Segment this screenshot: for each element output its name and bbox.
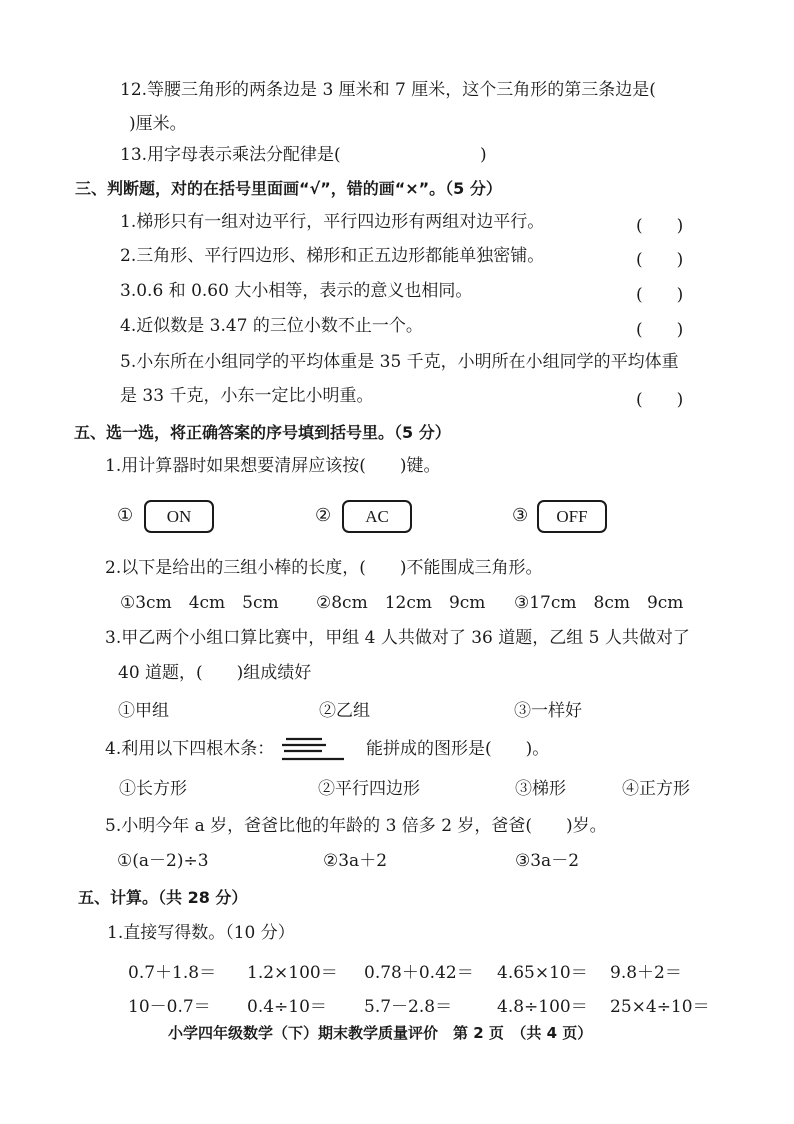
calc-row1-item3: 0.78＋0.42＝: [364, 963, 474, 983]
choice-q1-option3-number: ③: [512, 505, 529, 526]
choice-q2-option1: ①3cm 4cm 5cm: [120, 593, 279, 613]
judge-item-2: 2.三角形、平行四边形、梯形和正五边形都能单独密铺。: [120, 246, 545, 266]
calc-subheading: 1.直接写得数。（10 分）: [107, 923, 295, 943]
choice-q1-option1-number: ①: [117, 505, 134, 526]
judge-item-5-line2: 是 33 千克，小东一定比小明重。: [120, 386, 374, 406]
calc-row1-item1: 0.7＋1.8＝: [128, 963, 217, 983]
choice-q2-option2: ②8cm 12cm 9cm: [316, 593, 486, 613]
q12-line1: 12.等腰三角形的两条边是 3 厘米和 7 厘米，这个三角形的第三条边是(: [120, 80, 656, 100]
choice-q3-option2: ②乙组: [319, 701, 370, 721]
calc-row1-item2: 1.2×100＝: [247, 963, 338, 983]
wood-sticks-figure: [282, 735, 344, 761]
judge-answer-4[interactable]: ( ): [636, 320, 684, 340]
judge-item-5: 5.小东所在小组同学的平均体重是 35 千克，小明所在小组同学的平均体重: [120, 352, 679, 372]
choice-q1-option2-number: ②: [315, 505, 332, 526]
choice-heading: 五、选一选，将正确答案的序号填到括号里。（5 分）: [74, 423, 451, 442]
calc-row2-item1: 10－0.7＝: [128, 997, 211, 1017]
q13-close-paren: ): [480, 145, 487, 165]
calc-row2-item2: 0.4÷10＝: [247, 997, 327, 1017]
choice-q3-line1: 3.甲乙两个小组口算比赛中，甲组 4 人共做对了 36 道题，乙组 5 人共做对了: [105, 628, 690, 648]
q13-text: 13.用字母表示乘法分配律是(: [120, 145, 341, 165]
choice-q4-option1: ①长方形: [119, 779, 187, 799]
judge-answer-2[interactable]: ( ): [636, 250, 684, 270]
choice-q5-text: 5.小明今年 a 岁，爸爸比他的年龄的 3 倍多 2 岁，爸爸( )岁。: [105, 816, 607, 836]
calculator-off-key[interactable]: OFF: [537, 500, 607, 533]
choice-q4-option4: ④正方形: [622, 779, 690, 799]
choice-q5-option2: ②3a＋2: [323, 851, 388, 871]
choice-q1-text: 1.用计算器时如果想要清屏应该按( )键。: [105, 456, 441, 476]
choice-q4-prefix: 4.利用以下四根木条：: [105, 739, 275, 759]
choice-q3-option1: ①甲组: [118, 701, 169, 721]
page-footer: 小学四年级数学（下）期末教学质量评价 第 2 页 （共 4 页）: [168, 1024, 593, 1042]
calculator-ac-key[interactable]: AC: [342, 500, 412, 533]
q12-line2: )厘米。: [129, 114, 187, 134]
choice-q2-text: 2.以下是给出的三组小棒的长度，( )不能围成三角形。: [105, 558, 543, 578]
choice-q5-option3: ③3a－2: [515, 851, 580, 871]
judge-item-3: 3.0.6 和 0.60 大小相等，表示的意义也相同。: [120, 281, 473, 301]
calc-row1-item4: 4.65×10＝: [497, 963, 588, 983]
choice-q5-option1: ①(a－2)÷3: [117, 851, 209, 871]
judge-answer-5[interactable]: ( ): [636, 390, 684, 410]
calculator-on-key[interactable]: ON: [144, 500, 214, 533]
calc-row1-item5: 9.8＋2＝: [610, 963, 682, 983]
judge-answer-1[interactable]: ( ): [636, 216, 684, 236]
calc-row2-item3: 5.7－2.8＝: [364, 997, 453, 1017]
judge-item-1: 1.梯形只有一组对边平行，平行四边形有两组对边平行。: [120, 212, 545, 232]
choice-q4-option3: ③梯形: [515, 779, 566, 799]
judge-item-4: 4.近似数是 3.47 的三位小数不止一个。: [120, 316, 423, 336]
choice-q4-option2: ②平行四边形: [318, 779, 420, 799]
choice-q2-option3: ③17cm 8cm 9cm: [514, 593, 684, 613]
calc-heading: 五、计算。（共 28 分）: [78, 888, 248, 907]
choice-q3-line2: 40 道题，( )组成绩好: [118, 663, 312, 683]
choice-q4-suffix: 能拼成的图形是( )。: [366, 739, 550, 759]
choice-q3-option3: ③一样好: [514, 701, 582, 721]
calc-row2-item4: 4.8÷100＝: [497, 997, 588, 1017]
calc-row2-item5: 25×4÷10＝: [610, 997, 710, 1017]
judge-answer-3[interactable]: ( ): [636, 285, 684, 305]
judge-heading: 三、判断题，对的在括号里面画“√”，错的画“×”。（5 分）: [75, 179, 502, 198]
